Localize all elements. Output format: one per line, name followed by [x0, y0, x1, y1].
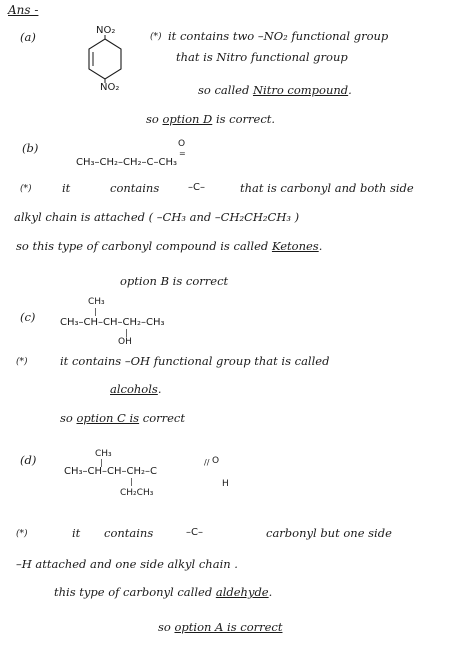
part-c-formula: CH₃–CH–CH–CH₂–CH₃: [60, 317, 165, 328]
part-d-option: so option A is correct: [158, 620, 283, 634]
part-b-line2: alkyl chain is attached ( –CH₃ and –CH₂CH₂CH₃ ): [14, 210, 300, 224]
part-b-double-bond: =: [179, 149, 186, 158]
part-b-line1-b: contains: [110, 181, 160, 195]
part-d-ethyl-bond: |: [130, 477, 133, 486]
part-d-line2: –H attached and one side alkyl chain .: [16, 557, 238, 571]
part-c-branch-bond: |: [94, 307, 97, 316]
part-d-branch-bond: |: [100, 458, 103, 467]
part-d-carbonyl-symbol: –C–: [186, 527, 203, 538]
part-d-formula: CH₃–CH–CH–CH₂–C: [64, 466, 158, 477]
part-d-aldehyde-hydrogen: H: [222, 479, 229, 489]
part-c-line1: it contains –OH functional group that is called: [60, 354, 330, 368]
part-a-line1: it contains two –NO₂ functional group: [168, 29, 389, 43]
part-b-carbonyl-oxygen: O: [178, 139, 186, 149]
part-d-line1-b: contains: [104, 526, 154, 540]
part-a-no2-bottom: NO₂: [100, 82, 120, 93]
part-d-line1-c: carbonyl but one side: [266, 526, 392, 540]
part-d-marker: (*): [16, 529, 28, 539]
part-c-label: (c): [20, 310, 36, 324]
part-d-line1-a: it: [72, 526, 81, 540]
part-b-carbonyl-symbol: –C–: [188, 182, 205, 193]
part-b-marker: (*): [20, 184, 32, 194]
part-c-methyl-branch: CH₃: [88, 297, 105, 307]
part-d-label: (d): [20, 453, 37, 467]
part-a-option: so option D is correct.: [146, 112, 276, 126]
answer-header: Ans -: [8, 3, 39, 17]
part-c-oh-bond: |: [125, 328, 128, 337]
part-a-line2: that is Nitro functional group: [176, 50, 348, 64]
part-c-line2: alcohols.: [110, 382, 162, 396]
part-c-hydroxyl: OH: [118, 337, 132, 347]
part-d-ethyl-branch: CH₂CH₃: [120, 488, 154, 498]
part-a-marker: (*): [150, 32, 162, 42]
part-d-line3: this type of carbonyl called aldehyde.: [54, 585, 273, 599]
part-c-marker: (*): [16, 357, 28, 367]
part-b-line1-c: that is carbonyl and both side: [240, 181, 414, 195]
part-a-line3: so called Nitro compound.: [198, 83, 352, 97]
part-c-option: so option C is correct: [60, 411, 185, 425]
part-d-aldehyde-oxygen: O: [212, 456, 220, 466]
part-a-no2-top: NO₂: [96, 25, 116, 36]
part-b-label: (b): [22, 141, 39, 155]
part-b-formula: CH₃–CH₂–CH₂–C–CH₃: [76, 157, 178, 168]
part-d-double-bond: //: [204, 458, 210, 467]
part-b-line3: so this type of carbonyl compound is called Ketones.: [16, 239, 323, 253]
part-d-methyl-branch: CH₃: [95, 449, 112, 459]
part-b-option: option B is correct: [120, 274, 229, 288]
part-a-label: (a): [20, 30, 36, 44]
part-b-line1-a: it: [62, 181, 71, 195]
